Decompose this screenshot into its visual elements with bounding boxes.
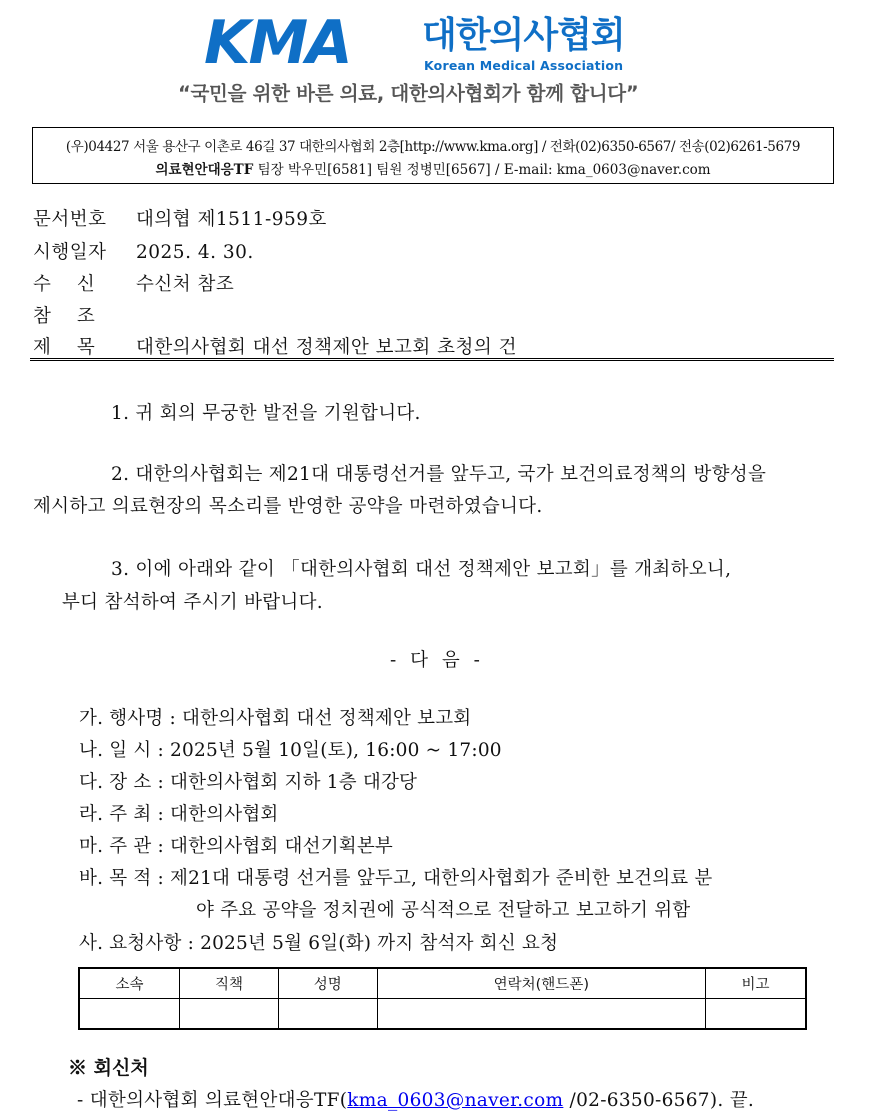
reply-email-link[interactable]: kma_0603@naver.com <box>347 1090 564 1111</box>
contact-team-members: 팀장 박우민[6581] 팀원 정병민[6567] / E-mail: kma_0603@naver.com <box>253 162 711 178</box>
table-cell[interactable] <box>377 999 705 1030</box>
org-name-english: Korean Medical Association <box>424 58 624 73</box>
contact-box <box>32 127 834 184</box>
table-cell[interactable] <box>180 999 279 1030</box>
item-purpose-line2: 야 주요 공약을 정치권에 공식적으로 전달하고 보고하기 위함 <box>196 900 691 921</box>
meta-recipient <box>33 270 234 296</box>
reply-contact-line <box>77 1086 754 1112</box>
logo-kma-letters: KMA <box>204 8 351 78</box>
table-header-cell: 소속 <box>79 968 180 999</box>
table-header-cell: 성명 <box>278 968 377 999</box>
paragraph-3-line2: 부디 참석하여 주시기 바랍니다. <box>62 592 323 613</box>
contact-team-line <box>33 158 833 178</box>
table-header-cell: 연락처(핸드폰) <box>377 968 705 999</box>
meta-value: 수신처 참조 <box>136 274 235 295</box>
reply-suffix: /02-6350-6567). 끝. <box>563 1090 755 1111</box>
meta-label: 제 목 <box>33 337 96 358</box>
meta-value: 대한의사협회 대선 정책제안 보고회 초청의 건 <box>136 337 517 358</box>
paragraph-2-line2: 제시하고 의료현장의 목소리를 반영한 공약을 마련하였습니다. <box>33 496 543 517</box>
table-cell[interactable] <box>79 999 180 1030</box>
table-cell[interactable] <box>705 999 806 1030</box>
contact-address-line: (우)04427 서울 용산구 이촌로 46길 37 대한의사협회 2층[http://www.kma.org] / 전화(02)6350-6567/ 전송(02)6261-5679 <box>65 139 801 155</box>
meta-subject <box>33 333 517 359</box>
slogan: “국민을 위한 바른 의료, 대한의사협회가 함께 합니다” <box>178 82 639 105</box>
paragraph-3-line1: 3. 이에 아래와 같이 「대한의사협회 대선 정책제안 보고회」를 개최하오니, <box>111 559 732 580</box>
item-host: 라. 주 최 : 대한의사협회 <box>79 804 279 825</box>
item-venue: 다. 장 소 : 대한의사협회 지하 1층 대강당 <box>79 772 418 793</box>
table-header-cell: 비고 <box>705 968 806 999</box>
meta-reference <box>33 302 136 328</box>
separator-heading: - 다 음 - <box>390 650 484 671</box>
meta-label: 문서번호 <box>33 209 107 230</box>
org-name-korean: 대한의사협회 <box>422 15 625 56</box>
item-organizer: 마. 주 관 : 대한의사협회 대선기획본부 <box>79 836 393 857</box>
item-request: 사. 요청사항 : 2025년 5월 6일(화) 까지 참석자 회신 요청 <box>79 933 559 954</box>
item-datetime: 나. 일 시 : 2025년 5월 10일(토), 16:00 ~ 17:00 <box>79 740 502 761</box>
reply-prefix: - 대한의사협회 의료현안대응TF( <box>77 1090 348 1111</box>
meta-doc-number <box>33 205 327 231</box>
item-event-name: 가. 행사명 : 대한의사협회 대선 정책제안 보고회 <box>79 708 472 729</box>
contact-team-name: 의료현안대응TF <box>155 162 254 178</box>
paragraph-1: 1. 귀 회의 무궁한 발전을 기원합니다. <box>111 403 421 424</box>
table-cell[interactable] <box>278 999 377 1030</box>
item-purpose-line1: 바. 목 적 : 제21대 대통령 선거를 앞두고, 대한의사협회가 준비한 보건의료 분 <box>79 868 713 889</box>
table-header-cell: 직책 <box>180 968 279 999</box>
meta-value: 대의협 제1511-959호 <box>136 209 327 230</box>
table-header-row <box>79 968 806 999</box>
reply-heading: ※ 회신처 <box>68 1057 149 1079</box>
reply-table <box>78 967 807 1030</box>
meta-label: 수 신 <box>33 274 96 295</box>
paragraph-2-line1: 2. 대한의사협회는 제21대 대통령선거를 앞두고, 국가 보건의료정책의 방향성을 <box>111 464 767 485</box>
header-divider <box>30 358 834 361</box>
meta-date <box>33 238 254 264</box>
table-row <box>79 999 806 1030</box>
meta-value: 2025. 4. 30. <box>136 242 254 263</box>
meta-label: 시행일자 <box>33 242 107 263</box>
meta-label: 참 조 <box>33 306 96 327</box>
kma-logo <box>200 8 680 78</box>
